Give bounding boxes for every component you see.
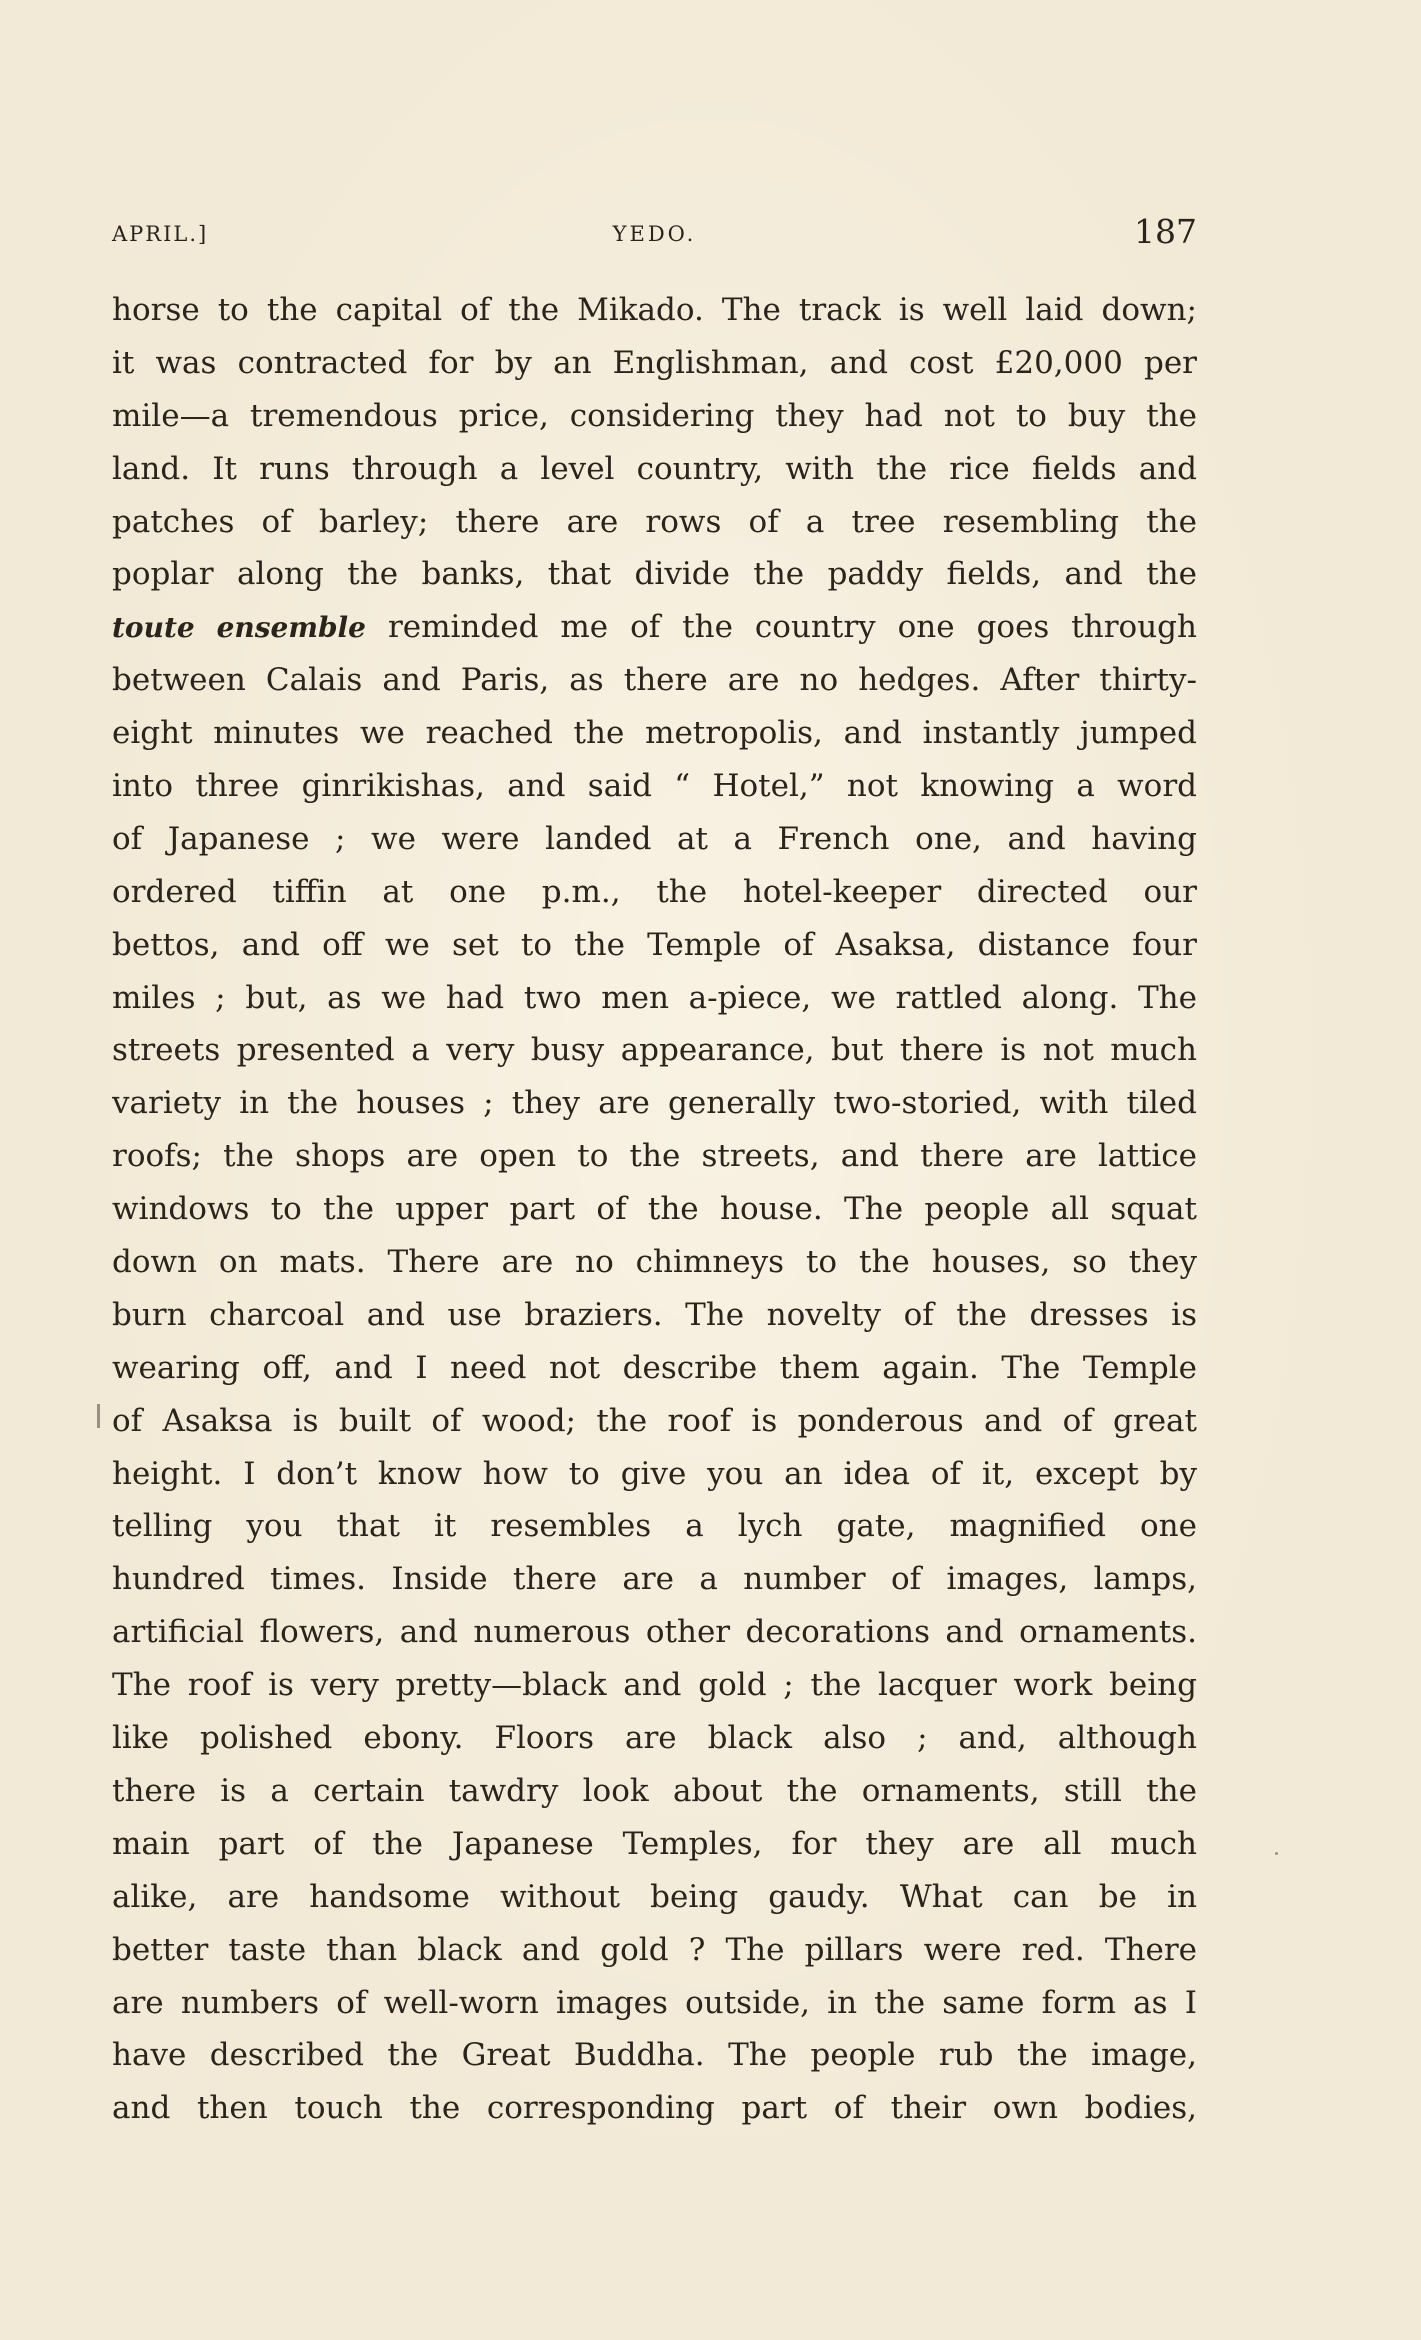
text-line: [112, 2029, 1197, 2082]
text-line: [112, 1448, 1197, 1501]
text-line: [112, 496, 1197, 549]
text-line: [112, 866, 1197, 919]
text-line: [112, 390, 1197, 443]
running-head: [112, 212, 1197, 252]
text-line: [112, 1818, 1197, 1871]
text-line: [112, 1289, 1197, 1342]
text-run: main part of the Japanese Temples, for they are all much: [112, 1825, 1197, 1862]
text-line: [112, 1236, 1197, 1289]
text-run: and then touch the corresponding part of their own bodies,: [112, 2090, 1197, 2127]
text-run: land. It runs through a level country, with the rice fields and: [112, 450, 1197, 487]
page-number: 187: [1134, 212, 1197, 251]
text-run: into three ginrikishas, and said “ Hotel,” not knowing a word: [112, 768, 1197, 805]
text-run: down on mats. There are no chimneys to the houses, so they: [112, 1244, 1197, 1281]
running-head-title: YEDO.: [612, 222, 697, 246]
text-line: [112, 1712, 1197, 1765]
text-line: [112, 972, 1197, 1025]
text-line: [112, 1871, 1197, 1924]
text-run: streets presented a very busy appearance, but there is not much: [112, 1032, 1197, 1069]
text-line: [112, 1765, 1197, 1818]
text-run: better taste than black and gold ? The pillars were red. There: [112, 1931, 1197, 1968]
text-run: ordered tiffin at one p.m., the hotel-keeper directed our: [112, 873, 1197, 910]
text-run: height. I don’t know how to give you an idea of it, except by: [112, 1455, 1197, 1492]
text-run: between Calais and Paris, as there are no hedges. After thirty-: [112, 662, 1197, 699]
text-line: [112, 1553, 1197, 1606]
text-run: are numbers of well-worn images outside, in the same form as I: [112, 1984, 1197, 2021]
text-line: [112, 1659, 1197, 1712]
text-run: burn charcoal and use braziers. The novelty of the dresses is: [112, 1296, 1197, 1333]
text-run: of Japanese ; we were landed at a French one, and having: [112, 820, 1197, 857]
text-run: it was contracted for by an Englishman, and cost £20,000 per: [112, 344, 1197, 381]
text-run: eight minutes we reached the metropolis, and instantly jumped: [112, 715, 1197, 752]
margin-mark: [97, 1404, 100, 1428]
text-run: artificial flowers, and numerous other decorations and ornaments.: [112, 1614, 1197, 1651]
text-line: [112, 1342, 1197, 1395]
text-line: [112, 1606, 1197, 1659]
text-run: horse to the capital of the Mikado. The track is well laid down;: [112, 292, 1197, 328]
text-line: [112, 760, 1197, 813]
italic-phrase: toute ensemble: [112, 611, 366, 645]
text-line: [112, 1924, 1197, 1977]
text-line: [112, 813, 1197, 866]
text-run: mile—a tremendous price, considering they had not to buy the: [112, 397, 1197, 434]
text-run: wearing off, and I need not describe them again. The Temple: [112, 1349, 1197, 1386]
text-run: have described the Great Buddha. The people rub the image,: [112, 2037, 1197, 2074]
text-run: patches of barley; there are rows of a tree resembling the: [112, 503, 1197, 540]
text-run: like polished ebony. Floors are black also ; and, although: [112, 1720, 1197, 1757]
text-run: windows to the upper part of the house. The people all squat: [112, 1191, 1197, 1228]
text-line: [112, 654, 1197, 707]
text-run: bettos, and off we set to the Temple of Asaksa, distance four: [112, 926, 1197, 963]
running-head-chapter: APRIL.]: [112, 222, 209, 246]
text-run: alike, are handsome without being gaudy. What can be in: [112, 1878, 1197, 1915]
text-line: [112, 707, 1197, 760]
text-line: [112, 337, 1197, 390]
text-line: [112, 548, 1197, 601]
text-line: [112, 1077, 1197, 1130]
text-line: [112, 284, 1197, 337]
text-line: [112, 1024, 1197, 1077]
text-line: [112, 601, 1197, 654]
text-line: [112, 2082, 1197, 2135]
text-line: [112, 919, 1197, 972]
text-run: poplar along the banks, that divide the paddy fields, and the: [112, 556, 1197, 593]
body-text: [112, 284, 1197, 2135]
text-line: [112, 1977, 1197, 2030]
text-line: [112, 1395, 1197, 1448]
text-line: [112, 1183, 1197, 1236]
text-run: miles ; but, as we had two men a-piece, we rattled along. The: [112, 979, 1197, 1016]
text-run: variety in the houses ; they are generally two-storied, with tiled: [112, 1085, 1197, 1122]
paper-speck: [1275, 1852, 1278, 1855]
text-run: hundred times. Inside there are a number of images, lamps,: [112, 1561, 1197, 1598]
text-run: telling you that it resembles a lych gate, magnified one: [112, 1508, 1197, 1545]
text-line: [112, 1500, 1197, 1553]
text-run: The roof is very pretty—black and gold ; the lacquer work being: [112, 1667, 1197, 1704]
text-run: roofs; the shops are open to the streets, and there are lattice: [112, 1138, 1197, 1175]
text-line: [112, 443, 1197, 496]
text-line: [112, 1130, 1197, 1183]
text-run: reminded me of the country one goes through: [365, 609, 1197, 646]
text-run: there is a certain tawdry look about the ornaments, still the: [112, 1772, 1197, 1809]
text-run: of Asaksa is built of wood; the roof is ponderous and of great: [112, 1402, 1197, 1439]
